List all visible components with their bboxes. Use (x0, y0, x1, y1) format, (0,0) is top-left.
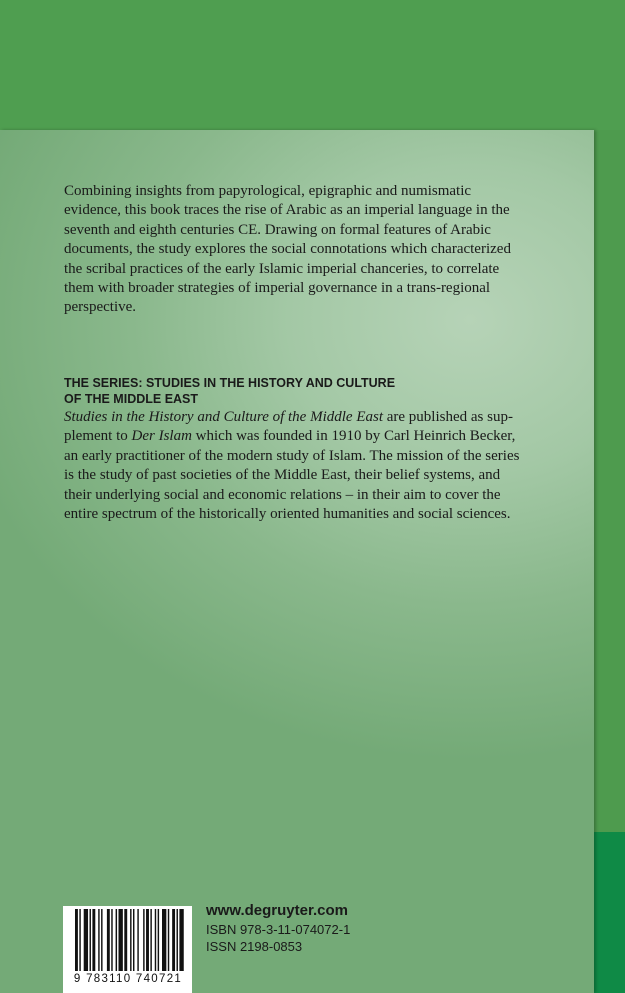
description-line: perspective. (64, 299, 137, 316)
barcode-bar (172, 909, 175, 971)
description-line: them with broader strategies of imperial governance in a trans-regional (64, 280, 491, 297)
barcode (63, 906, 192, 993)
barcode-bar (158, 909, 159, 971)
barcode-bar (84, 909, 88, 971)
barcode-bar (119, 909, 123, 971)
series-text-line: is the study of past societies of the Middle East, their belief systems, and (64, 467, 501, 484)
series-text-line: an early practitioner of the modern study of Islam. The mission of the series (64, 447, 520, 464)
isbn: ISBN 978-3-11-074072-1 (206, 922, 351, 937)
barcode-bar (130, 909, 131, 971)
series-text-line: their underlying social and economic relations – in their aim to cover the (64, 486, 501, 503)
barcode-bar (146, 909, 149, 971)
right-strip-accent (594, 832, 625, 993)
publisher-url: www.degruyter.com (206, 902, 348, 919)
series-heading-line: THE SERIES: STUDIES IN THE HISTORY AND CULTURE (64, 376, 396, 390)
book-description (64, 182, 534, 318)
barcode-bar (92, 909, 95, 971)
barcode-bar (179, 909, 183, 971)
barcode-bar (177, 909, 178, 971)
barcode-bar (162, 909, 166, 971)
series-heading (64, 375, 534, 407)
barcode-bar (137, 909, 138, 971)
barcode-bars (63, 906, 192, 976)
barcode-bar (101, 909, 102, 971)
description-line: the scribal practices of the early Islamic imperial chanceries, to correlate (64, 260, 500, 277)
series-text-fragment: which was founded in 1910 by Carl Heinrich Becker, (191, 428, 516, 445)
series-text-fragment: are published as sup- (383, 409, 513, 425)
barcode-bar (90, 909, 91, 971)
barcode-digits: 9 783110 740721 (73, 973, 183, 985)
barcode-bar (98, 909, 99, 971)
series-title-italic: Studies in the History and Culture of the Middle East (64, 409, 383, 425)
barcode-bar (133, 909, 134, 971)
description-line: documents, the study explores the social connotations which characterized (64, 241, 511, 258)
journal-title-italic: Der Islam (131, 428, 192, 445)
barcode-bar (168, 909, 169, 971)
barcode-bar (143, 909, 144, 971)
description-line: seventh and eighth centuries CE. Drawing on formal features of Arabic (64, 221, 491, 238)
barcode-bar (155, 909, 156, 971)
description-line: Combining insights from papyrological, epigraphic and numismatic (64, 183, 472, 199)
series-text-fragment: plement to (64, 428, 132, 445)
series-heading-line: OF THE MIDDLE EAST (64, 392, 199, 406)
barcode-bar (79, 909, 80, 971)
description-line: evidence, this book traces the rise of Arabic as an imperial language in the (64, 202, 510, 219)
barcode-bar (75, 909, 78, 971)
top-band (0, 0, 625, 130)
series-description (64, 408, 534, 524)
issn: ISSN 2198-0853 (206, 939, 303, 954)
barcode-bar (150, 909, 151, 971)
barcode-bar (111, 909, 112, 971)
barcode-bar (124, 909, 127, 971)
barcode-bar (107, 909, 110, 971)
right-strip (594, 130, 625, 832)
series-text-line: entire spectrum of the historically oriented humanities and social sciences. (64, 506, 511, 523)
barcode-bar (116, 909, 117, 971)
